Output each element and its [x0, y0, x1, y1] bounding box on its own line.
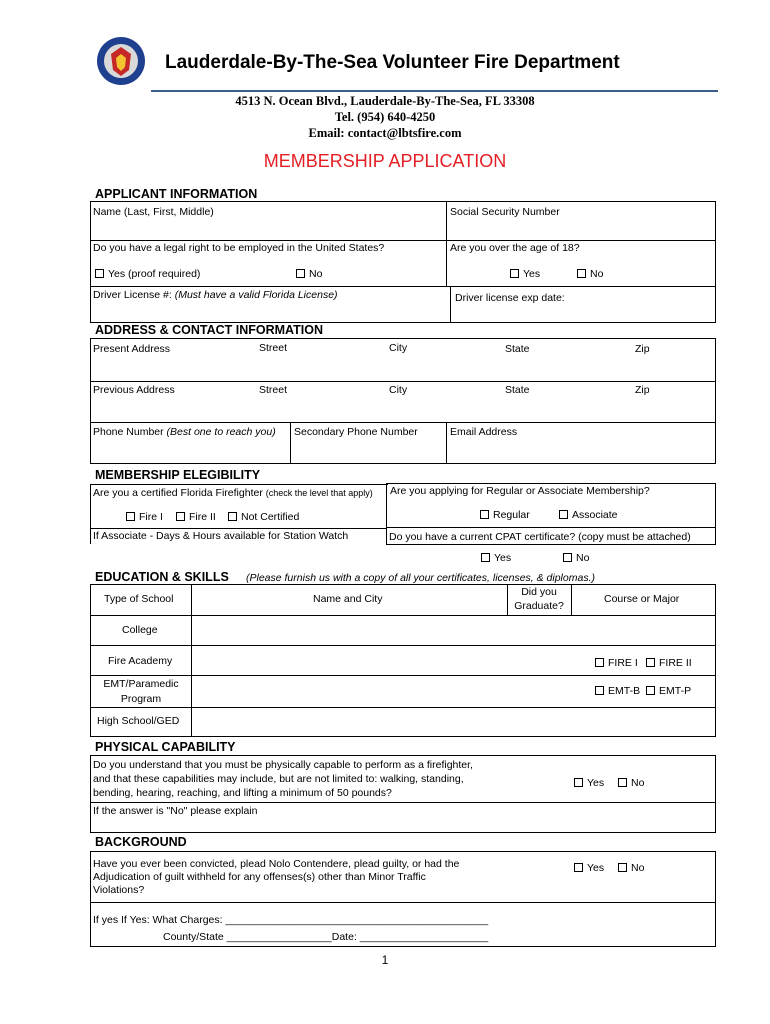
ff-cert-question: Are you a certified Florida Firefighter (check the level that apply) — [93, 487, 373, 499]
ssn-field[interactable]: Social Security Number — [450, 206, 560, 218]
physical-heading: PHYSICAL CAPABILITY — [95, 740, 236, 754]
name-field[interactable]: Name (Last, First, Middle) — [93, 206, 214, 218]
title-divider — [151, 90, 718, 92]
charges-field[interactable]: If yes If Yes: What Charges: _____________________________________________ — [93, 914, 489, 926]
applicant-heading: APPLICANT INFORMATION — [95, 187, 258, 201]
cpat-no-option[interactable]: No — [563, 552, 589, 564]
checkbox-icon[interactable] — [595, 686, 604, 695]
checkbox-icon[interactable] — [126, 512, 135, 521]
associate-option[interactable]: Associate — [559, 509, 618, 521]
row-emt-paramedic: EMT/Paramedic Program — [103, 678, 179, 705]
physical-question-line-3: bending, hearing, reaching, and lifting a minimum of 50 pounds? — [93, 787, 392, 799]
organization-title: Lauderdale-By-The-Sea Volunteer Fire Department — [165, 52, 620, 73]
physical-yes-option[interactable]: Yes — [574, 777, 604, 789]
checkbox-icon[interactable] — [574, 863, 583, 872]
present-zip-label: Zip — [635, 343, 650, 355]
education-heading: EDUCATION & SKILLS — [95, 570, 229, 584]
page-number: 1 — [381, 953, 389, 967]
county-date-field[interactable]: County/State __________________Date: ______________________ — [163, 931, 489, 943]
emt-p-option[interactable]: EMT-P — [646, 685, 691, 697]
previous-state-label: State — [505, 384, 530, 396]
fire-department-logo — [96, 36, 146, 86]
col-name-and-city: Name and City — [313, 593, 383, 605]
secondary-phone-field[interactable]: Secondary Phone Number — [294, 426, 418, 438]
background-heading: BACKGROUND — [95, 835, 187, 849]
background-yes-option[interactable]: Yes — [574, 862, 604, 874]
address-section-box — [90, 338, 716, 464]
checkbox-icon[interactable] — [296, 269, 305, 278]
email-line: Email: contact@lbtsfire.com — [308, 126, 462, 140]
fire-ii-option[interactable]: FIRE II — [646, 657, 692, 669]
age-no-option[interactable]: No — [577, 268, 603, 280]
present-city-label: City — [389, 342, 408, 354]
row-high-school: High School/GED — [97, 715, 180, 727]
background-no-option[interactable]: No — [618, 862, 644, 874]
cpat-yes-option[interactable]: Yes — [481, 552, 511, 564]
checkbox-icon[interactable] — [618, 778, 627, 787]
checkbox-icon[interactable] — [481, 553, 490, 562]
physical-question-line-2: and that these capabilities may include, but are not limited to: walking, standing, — [93, 773, 464, 785]
previous-street-label: Street — [259, 384, 288, 396]
address-heading: ADDRESS & CONTACT INFORMATION — [95, 323, 323, 337]
previous-zip-label: Zip — [635, 384, 650, 396]
checkbox-icon[interactable] — [646, 658, 655, 667]
checkbox-icon[interactable] — [559, 510, 568, 519]
fire-i-option[interactable]: FIRE I — [595, 657, 638, 669]
applicant-section-box — [90, 201, 716, 323]
license-exp-field[interactable]: Driver license exp date: — [455, 292, 565, 304]
present-street-label: Street — [259, 342, 288, 354]
physical-explain-field[interactable]: If the answer is "No" please explain — [93, 805, 258, 817]
fire-2-option[interactable]: Fire II — [176, 511, 216, 523]
row-college: College — [122, 624, 158, 636]
physical-no-option[interactable]: No — [618, 777, 644, 789]
checkbox-icon[interactable] — [510, 269, 519, 278]
checkbox-icon[interactable] — [176, 512, 185, 521]
age-yes-option[interactable]: Yes — [510, 268, 540, 280]
present-address-field[interactable]: Present Address — [93, 343, 171, 355]
checkbox-icon[interactable] — [618, 863, 627, 872]
checkbox-icon[interactable] — [577, 269, 586, 278]
previous-city-label: City — [389, 384, 408, 396]
legal-yes-option[interactable]: Yes (proof required) — [95, 268, 200, 280]
background-question-line-3: Violations? — [93, 884, 145, 896]
regular-option[interactable]: Regular — [480, 509, 530, 521]
checkbox-icon[interactable] — [574, 778, 583, 787]
checkbox-icon[interactable] — [646, 686, 655, 695]
fire-1-option[interactable]: Fire I — [126, 511, 163, 523]
email-address-field[interactable]: Email Address — [450, 426, 518, 438]
present-state-label: State — [505, 343, 530, 355]
associate-availability-field[interactable]: If Associate - Days & Hours available for Station Watch — [93, 530, 349, 542]
emt-b-option[interactable]: EMT-B — [595, 685, 640, 697]
col-graduated: Did you Graduate? — [514, 586, 564, 612]
education-note: (Please furnish us with a copy of all your certificates, licenses, & diplomas.) — [246, 572, 595, 584]
previous-address-field[interactable]: Previous Address — [93, 384, 175, 396]
checkbox-icon[interactable] — [595, 658, 604, 667]
membership-type-question: Are you applying for Regular or Associate Membership? — [390, 485, 650, 497]
col-type-of-school: Type of School — [104, 593, 174, 605]
eligibility-heading: MEMBERSHIP ELEGIBILITY — [95, 468, 261, 482]
age-question: Are you over the age of 18? — [450, 242, 580, 254]
not-certified-option[interactable]: Not Certified — [228, 511, 299, 523]
cpat-question: Do you have a current CPAT certificate? (copy must be attached) — [389, 531, 691, 543]
phone-field[interactable]: Phone Number (Best one to reach you) — [93, 426, 276, 438]
physical-question-line-1: Do you understand that you must be physically capable to perform as a firefighter, — [93, 759, 473, 771]
form-title: MEMBERSHIP APPLICATION — [263, 151, 507, 171]
driver-license-field[interactable]: Driver License #: (Must have a valid Florida License) — [93, 289, 338, 301]
legal-no-option[interactable]: No — [296, 268, 322, 280]
col-course-major: Course or Major — [604, 593, 680, 605]
legal-right-question: Do you have a legal right to be employed in the United States? — [93, 242, 385, 254]
telephone-line: Tel. (954) 640-4250 — [334, 110, 436, 124]
checkbox-icon[interactable] — [480, 510, 489, 519]
address-line: 4513 N. Ocean Blvd., Lauderdale-By-The-Sea, FL 33308 — [235, 94, 535, 108]
checkbox-icon[interactable] — [563, 553, 572, 562]
row-fire-academy: Fire Academy — [108, 655, 173, 667]
checkbox-icon[interactable] — [228, 512, 237, 521]
background-question-line-2: Adjudication of guilt withheld for any offenses(s) other than Minor Traffic — [93, 871, 426, 883]
checkbox-icon[interactable] — [95, 269, 104, 278]
background-question-line-1: Have you ever been convicted, plead Nolo Contendere, plead guilty, or had the — [93, 858, 460, 870]
